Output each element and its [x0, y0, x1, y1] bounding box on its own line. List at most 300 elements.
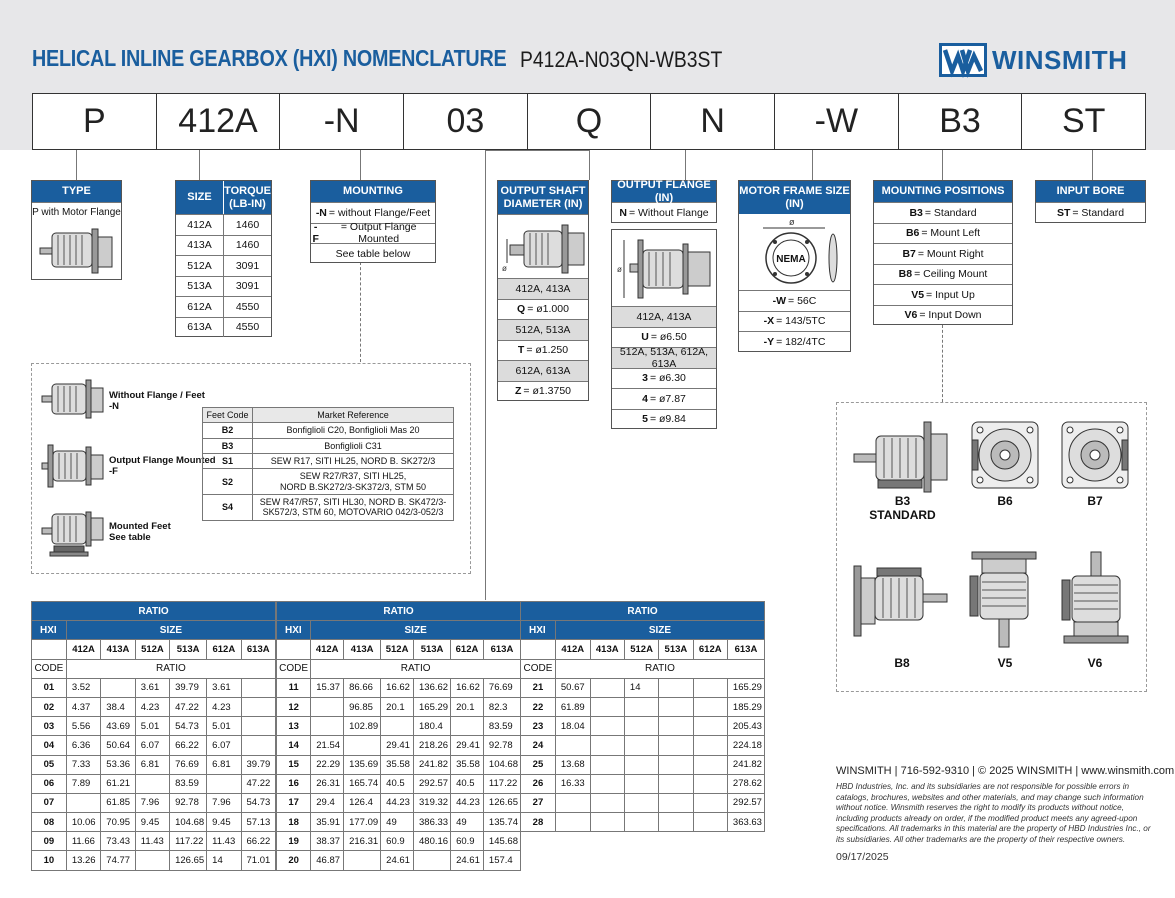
size-column-header: 512A — [381, 640, 414, 659]
ratio-value — [624, 755, 658, 774]
table-row — [277, 813, 521, 832]
ratio-value: 40.5 — [381, 774, 414, 793]
ratio-value — [590, 697, 624, 716]
footer-contact: WINSMITH | 716-592-9310 | © 2025 WINSMITH | www.winsmith.com — [836, 765, 1175, 777]
ratio-value: 165.29 — [414, 697, 451, 716]
ratio-value: 3.52 — [66, 678, 100, 697]
flange-value: = ø7.87 — [649, 392, 686, 405]
size-column-header: 412A — [311, 640, 344, 659]
ratio-value: 136.62 — [414, 678, 451, 697]
ratio-value — [659, 678, 693, 697]
ratio-value: 6.81 — [207, 755, 241, 774]
logo-mark-icon — [938, 42, 988, 78]
size-cell: 513A — [176, 277, 224, 297]
ratio-value — [590, 813, 624, 832]
ratio-value — [344, 736, 381, 755]
ratio-value: 9.45 — [207, 813, 241, 832]
table-row — [521, 755, 765, 774]
ratio-value: 6.36 — [66, 736, 100, 755]
feet-ref: Bonfiglioli C31 — [253, 438, 454, 453]
ratio-code: 01 — [32, 678, 67, 697]
ratio-value — [624, 736, 658, 755]
ratio-label: RATIO — [555, 659, 764, 678]
ratio-value: 71.01 — [241, 851, 276, 870]
type-item: P with Motor Flange — [32, 202, 121, 223]
flange-key: 5 — [642, 413, 648, 426]
size-column-header: 513A — [170, 640, 207, 659]
bore-value: = Standard — [1072, 206, 1125, 219]
ratio-value: 44.23 — [451, 793, 484, 812]
size-column-header: 612A — [207, 640, 241, 659]
ratio-value: 47.22 — [241, 774, 276, 793]
ratio-value: 53.36 — [101, 755, 135, 774]
variant-label-f: Output Flange Mounted -F — [109, 455, 216, 477]
connector-line — [942, 150, 943, 180]
torque-cell: 1460 — [235, 239, 260, 252]
ratio-value: 241.82 — [414, 755, 451, 774]
ratio-value: 5.01 — [207, 717, 241, 736]
ratio-value: 76.69 — [170, 755, 207, 774]
b6-position-icon — [970, 420, 1040, 490]
ratio-value — [624, 697, 658, 716]
type-header: TYPE — [32, 181, 121, 202]
table-row — [32, 851, 276, 870]
ratio-value: 6.07 — [135, 736, 169, 755]
flange-value: = Without Flange — [628, 206, 709, 219]
table-row — [32, 736, 276, 755]
size-column-header: 412A — [555, 640, 590, 659]
ratio-label: RATIO — [311, 659, 521, 678]
footer-date: 09/17/2025 — [836, 851, 889, 863]
ratio-value — [241, 717, 276, 736]
ratio-value: 218.26 — [414, 736, 451, 755]
ratio-code: 11 — [277, 678, 311, 697]
ratio-value: 177.09 — [344, 813, 381, 832]
size-cell: 612A — [176, 297, 224, 317]
shaft-size-group: 412A, 413A — [498, 278, 588, 299]
ratio-code: 20 — [277, 851, 311, 870]
ratio-value — [659, 813, 693, 832]
ratio-value — [693, 678, 727, 697]
ratio-value: 38.4 — [101, 697, 135, 716]
ratio-value: 16.62 — [381, 678, 414, 697]
torque-cell: 3091 — [235, 259, 260, 272]
ratio-value: 20.1 — [451, 697, 484, 716]
ratio-value: 50.64 — [101, 736, 135, 755]
ratio-code: 04 — [32, 736, 67, 755]
b8-label: B8 — [894, 656, 910, 670]
size-column-header: 613A — [483, 640, 520, 659]
ratio-code: 26 — [521, 774, 556, 793]
v5-label: V5 — [997, 656, 1013, 670]
ratio-value: 61.89 — [555, 697, 590, 716]
ratio-value: 126.65 — [483, 793, 520, 812]
ratio-value — [693, 755, 727, 774]
table-row — [277, 774, 521, 793]
ratio-value: 24.61 — [451, 851, 484, 870]
mounting-value: = without Flange/Feet — [328, 206, 431, 219]
gearbox-output-flange-icon — [40, 443, 106, 489]
size-column-header: 512A — [135, 640, 169, 659]
ratio-value: 47.22 — [170, 697, 207, 716]
footer — [836, 765, 1175, 863]
ratio-value — [207, 774, 241, 793]
table-row — [521, 774, 765, 793]
table-row — [277, 736, 521, 755]
ratio-value: 29.41 — [451, 736, 484, 755]
code-seg-flange: N — [651, 94, 775, 149]
ratio-value: 26.31 — [311, 774, 344, 793]
ratio-value — [624, 774, 658, 793]
ratio-value: 11.66 — [66, 832, 100, 851]
position-key: B3 — [909, 206, 923, 219]
ratio-value: 66.22 — [241, 832, 276, 851]
position-key: B7 — [902, 247, 916, 260]
ratio-value: 22.29 — [311, 755, 344, 774]
ratio-value: 35.58 — [451, 755, 484, 774]
ratio-value: 165.29 — [727, 678, 764, 697]
flange-gearbox-icon — [616, 236, 714, 302]
ratio-value: 16.33 — [555, 774, 590, 793]
mounting-box — [310, 180, 436, 263]
output-flange-detail-box — [611, 229, 717, 429]
table-row — [277, 717, 521, 736]
ratio-code: 07 — [32, 793, 67, 812]
ratio-value — [555, 793, 590, 812]
ratio-value: 6.07 — [207, 736, 241, 755]
position-key: V6 — [904, 309, 918, 322]
ratio-value: 76.69 — [483, 678, 520, 697]
ratio-value: 7.89 — [66, 774, 100, 793]
feet-code: S4 — [203, 495, 253, 521]
ratio-code: 25 — [521, 755, 556, 774]
ratio-value — [624, 793, 658, 812]
size-column-header: 512A — [624, 640, 658, 659]
code-seg-bore: ST — [1061, 102, 1106, 140]
ratio-value: 86.66 — [344, 678, 381, 697]
position-value: = Mount Right — [917, 247, 984, 260]
code-label: CODE — [521, 659, 556, 678]
ratio-code: 17 — [277, 793, 311, 812]
code-label: CODE — [32, 659, 67, 678]
ratio-value — [66, 793, 100, 812]
ratio-value — [590, 717, 624, 736]
ratio-value — [590, 793, 624, 812]
ratio-value: 24.61 — [381, 851, 414, 870]
input-bore-header: INPUT BORE — [1036, 181, 1145, 202]
ratio-value: 83.59 — [483, 717, 520, 736]
ratio-value: 16.62 — [451, 678, 484, 697]
b3-label: B3 STANDARD — [869, 494, 936, 523]
ratio-value — [693, 813, 727, 832]
nema-diagram — [739, 214, 850, 290]
ratio-value — [101, 678, 135, 697]
ratio-code: 10 — [32, 851, 67, 870]
code-bar — [32, 93, 1146, 150]
table-row — [277, 678, 521, 697]
feet-code: S1 — [203, 454, 253, 469]
b8-position-icon — [852, 562, 950, 638]
ratio-value: 70.95 — [101, 813, 135, 832]
winsmith-logo — [938, 42, 1148, 78]
motor-value: = 143/5TC — [776, 315, 826, 328]
flange-value: = ø6.50 — [650, 331, 687, 344]
ratio-value: 319.32 — [414, 793, 451, 812]
size-column-header: 413A — [344, 640, 381, 659]
ratio-value — [659, 697, 693, 716]
mounting-header: MOUNTING — [311, 181, 435, 202]
ratio-value — [241, 736, 276, 755]
page-title: HELICAL INLINE GEARBOX (HXI) NOMENCLATURE — [32, 45, 507, 71]
ratio-value — [311, 697, 344, 716]
ratio-code: 03 — [32, 717, 67, 736]
ratio-value: 83.59 — [170, 774, 207, 793]
connector-line — [199, 150, 200, 180]
ratio-value: 7.33 — [66, 755, 100, 774]
ratio-value: 92.78 — [483, 736, 520, 755]
ratio-value: 5.01 — [135, 717, 169, 736]
hxi-label: HXI — [32, 621, 67, 640]
size-column-header: 613A — [241, 640, 276, 659]
size-cell: 613A — [176, 318, 224, 338]
ratio-value: 38.37 — [311, 832, 344, 851]
output-shaft-box — [497, 180, 589, 401]
table-row — [277, 851, 521, 870]
blank-cell — [521, 640, 556, 659]
ratio-label: RATIO — [66, 659, 275, 678]
ratio-value: 224.18 — [727, 736, 764, 755]
ratio-value: 165.74 — [344, 774, 381, 793]
connector-line — [1092, 150, 1093, 180]
table-row — [521, 813, 765, 832]
shaft-value: = ø1.250 — [526, 344, 569, 357]
shaft-key: Q — [517, 303, 526, 316]
ratio-value: 241.82 — [727, 755, 764, 774]
size-column-header: 412A — [66, 640, 100, 659]
gearbox-no-flange-icon — [40, 378, 106, 420]
ratio-value: 135.74 — [483, 813, 520, 832]
nema-flange-icon — [745, 216, 845, 288]
ratio-value: 14 — [624, 678, 658, 697]
table-row — [521, 697, 765, 716]
shaft-size-group: 512A, 513A — [498, 319, 588, 340]
table-row — [521, 793, 765, 812]
table-row — [32, 697, 276, 716]
v6-position-icon — [1060, 550, 1132, 650]
ratio-value: 35.91 — [311, 813, 344, 832]
size-column-header: 413A — [101, 640, 135, 659]
connector-line — [485, 150, 589, 151]
ratio-value: 35.58 — [381, 755, 414, 774]
v5-position-icon — [968, 550, 1040, 650]
feet-ref: Bonfiglioli C20, Bonfiglioli Mas 20 — [253, 423, 454, 438]
flange-key: 3 — [642, 372, 648, 385]
ratio-value: 185.29 — [727, 697, 764, 716]
table-row — [521, 678, 765, 697]
flange-diagram — [612, 230, 716, 306]
table-row — [277, 697, 521, 716]
motor-frame-header: MOTOR FRAME SIZE (IN) — [739, 181, 850, 214]
feet-code-table — [202, 407, 454, 521]
hxi-label: HXI — [521, 621, 556, 640]
shaft-gearbox-icon — [500, 219, 586, 277]
ratio-value: 205.43 — [727, 717, 764, 736]
footer-disclaimer: HBD Industries, Inc. and its subsidiaries are not responsible for possible errors in catalogs, brochures, websites and other materials, and may change such information without notice. Winsmith reserves the right to modify its products without notice, including products already on order, if the modified product meets any agreed-upon specifications. All trademarks in this material are the property of HBD Industries Inc., or its subsidiaries. All other trademarks are the property of their respective owners. — [836, 782, 1151, 844]
ratio-code: 19 — [277, 832, 311, 851]
ratio-code: 22 — [521, 697, 556, 716]
b7-position-icon — [1060, 420, 1130, 490]
ratio-value — [693, 774, 727, 793]
ratio-value: 15.37 — [311, 678, 344, 697]
table-row — [32, 793, 276, 812]
ratio-value: 7.96 — [135, 793, 169, 812]
ratio-title: RATIO — [32, 602, 276, 621]
feet-header: Feet Code — [203, 408, 253, 423]
position-value: = Input Down — [919, 309, 982, 322]
size-cell: 412A — [176, 215, 224, 235]
code-seg-ratio: 03 — [404, 94, 528, 149]
ratio-value — [135, 774, 169, 793]
ratio-value: 39.79 — [170, 678, 207, 697]
ratio-value: 49 — [451, 813, 484, 832]
feet-code: B3 — [203, 438, 253, 453]
blank-cell — [32, 640, 67, 659]
logo-wordmark: WINSMITH — [992, 45, 1128, 75]
size-column-header: 513A — [414, 640, 451, 659]
ratio-value — [659, 736, 693, 755]
ratio-table — [31, 601, 276, 871]
flange-key: N — [619, 206, 627, 219]
position-key: V5 — [911, 288, 925, 301]
shaft-key: T — [517, 344, 525, 357]
size-column-header: 612A — [693, 640, 727, 659]
ratio-value — [693, 717, 727, 736]
ratio-value — [624, 813, 658, 832]
ratio-value: 61.85 — [101, 793, 135, 812]
ratio-value — [659, 793, 693, 812]
size-cell: 512A — [176, 256, 224, 276]
ratio-code: 02 — [32, 697, 67, 716]
output-flange-box — [611, 180, 717, 223]
ratio-value: 126.4 — [344, 793, 381, 812]
ratio-value: 117.22 — [170, 832, 207, 851]
ratio-value: 14 — [207, 851, 241, 870]
connector-line — [76, 150, 77, 180]
ratio-value — [590, 755, 624, 774]
table-row — [32, 813, 276, 832]
ratio-value: 5.56 — [66, 717, 100, 736]
flange-value: = ø9.84 — [649, 413, 686, 426]
ratio-value — [659, 774, 693, 793]
motor-key: -X — [763, 315, 775, 328]
ratio-code: 08 — [32, 813, 67, 832]
ratio-value: 292.57 — [414, 774, 451, 793]
position-value: = Mount Left — [921, 227, 981, 240]
ratio-code: 24 — [521, 736, 556, 755]
ratio-value — [344, 851, 381, 870]
b6-label: B6 — [997, 494, 1013, 508]
ratio-value: 96.85 — [344, 697, 381, 716]
ratio-value: 74.77 — [101, 851, 135, 870]
shaft-diagram — [498, 214, 588, 278]
ratio-value: 7.96 — [207, 793, 241, 812]
ratio-value: 180.4 — [414, 717, 451, 736]
ratio-value: 61.21 — [101, 774, 135, 793]
flange-value: = ø6.30 — [649, 372, 686, 385]
ratio-value — [311, 717, 344, 736]
blank-cell — [277, 640, 311, 659]
ratio-value: 54.73 — [241, 793, 276, 812]
feet-code: B2 — [203, 423, 253, 438]
ratio-title: RATIO — [277, 602, 521, 621]
ratio-value: 11.43 — [207, 832, 241, 851]
ratio-code: 14 — [277, 736, 311, 755]
table-row — [277, 832, 521, 851]
ratio-value — [414, 851, 451, 870]
ratio-value: 13.26 — [66, 851, 100, 870]
ratio-value: 20.1 — [381, 697, 414, 716]
feet-header: Market Reference — [253, 408, 454, 423]
shaft-key: Z — [515, 385, 522, 398]
ratio-code: 23 — [521, 717, 556, 736]
ratio-code: 28 — [521, 813, 556, 832]
ratio-value: 4.23 — [207, 697, 241, 716]
type-box — [31, 180, 122, 280]
mounting-value: = Output Flange Mounted — [340, 221, 417, 246]
ratio-value — [590, 774, 624, 793]
ratio-value — [241, 697, 276, 716]
dia-symbol: ø — [502, 264, 507, 273]
ratio-value: 29.4 — [311, 793, 344, 812]
feet-ref: SEW R47/R57, SITI HL30, NORD B. SK472/3- SK572/3, STM 60, MOTOVARIO 042/3-052/3 — [253, 495, 454, 521]
ratio-value — [135, 851, 169, 870]
size-column-header: 613A — [727, 640, 764, 659]
ratio-value: 135.69 — [344, 755, 381, 774]
b3-position-icon — [852, 418, 950, 494]
code-seg-mounting: -N — [280, 94, 404, 149]
ratio-value: 104.68 — [170, 813, 207, 832]
ratio-code: 12 — [277, 697, 311, 716]
size-label: SIZE — [66, 621, 275, 640]
ratio-value: 49 — [381, 813, 414, 832]
ratio-value: 3.61 — [207, 678, 241, 697]
ratio-code: 27 — [521, 793, 556, 812]
connector-line — [812, 150, 813, 180]
ratio-value — [693, 793, 727, 812]
ratio-value — [659, 755, 693, 774]
position-key: B6 — [905, 227, 920, 240]
ratio-value: 145.68 — [483, 832, 520, 851]
bore-key: ST — [1056, 206, 1071, 219]
table-row — [521, 736, 765, 755]
mounting-key: -N — [315, 206, 327, 219]
connector-line — [685, 150, 686, 180]
ratio-value: 126.65 — [170, 851, 207, 870]
ratio-value: 216.31 — [344, 832, 381, 851]
size-column-header: 612A — [451, 640, 484, 659]
code-seg-position: B3 — [899, 94, 1023, 149]
b7-label: B7 — [1087, 494, 1103, 508]
ratio-value: 278.62 — [727, 774, 764, 793]
ratio-code: 16 — [277, 774, 311, 793]
ratio-value: 92.78 — [170, 793, 207, 812]
size-label: SIZE — [311, 621, 521, 640]
flange-size-group: 512A, 513A, 612A, 613A — [612, 347, 716, 368]
ratio-value — [555, 736, 590, 755]
code-seg-type: P — [33, 94, 157, 149]
dashed-connector — [942, 325, 943, 402]
code-seg-motor: -W — [775, 94, 899, 149]
